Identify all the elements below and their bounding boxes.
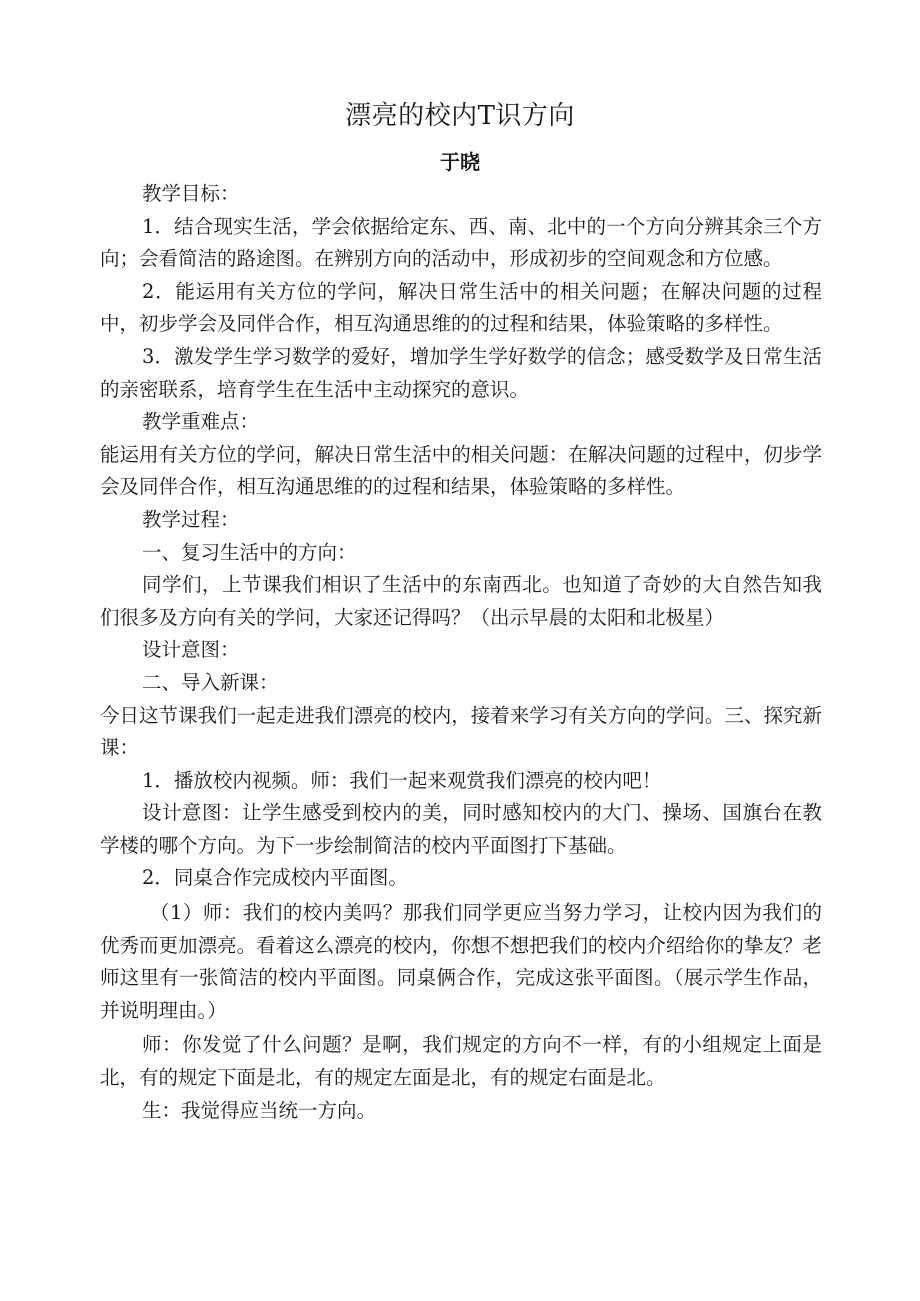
step-1: 1．播放校内视频。师：我们一起来观赏我们漂亮的校内吧！ — [142, 768, 662, 792]
document-author: 于晓 — [440, 150, 480, 174]
design-intent-2: 设计意图：让学生感受到校内的美，同时感知校内的大门、操场、国旗台在教学楼的哪个方向。为下一步绘制简洁的校内平面图打下基础。 — [100, 801, 822, 857]
step-2: 2．同桌合作完成校内平面图。 — [142, 866, 408, 890]
section-review: 一、复习生活中的方向： — [142, 540, 357, 564]
heading-process: 教学过程： — [142, 507, 240, 531]
review-text: 同学们，上节课我们相识了生活中的东南西北。也知道了奇妙的大自然告知我们很多及方向有关的学问，大家还记得吗？（出示早晨的太阳和北极星） — [100, 573, 822, 629]
key-points-text: 能运用有关方位的学问，解决日常生活中的相关问题：在解决问题的过程中，仞步学会及同伴合作，相互沟通思维的的过程和结果，体验策略的多样性。 — [100, 442, 822, 499]
design-intent-1: 设计意图： — [142, 638, 240, 662]
heading-key-points: 教学重难点： — [142, 410, 260, 434]
document-title: 漂亮的校内T识方向 — [345, 101, 575, 131]
objective-3: 3．激发学生学习数学的爱好，增加学生学好数学的信念；感受数学及日常生活的亲密联系，培育学生在生活中主动探究的意识。 — [100, 344, 822, 401]
objective-2: 2．能运用有关方位的学问，解决日常生活中的相关问题；在解决问题的过程中，初步学会及同伴合作，相互沟通思维的的过程和结果，体验策略的多样性。 — [100, 279, 822, 336]
section-intro: 二、导入新课： — [142, 670, 279, 694]
teacher-question: 师：你发觉了什么问题？是啊，我们规定的方向不一样，有的小组规定上面是北，有的规定下面是北，有的规定左面是北，有的规定右面是北。 — [100, 1033, 822, 1090]
intro-text: 今日这节课我们一起走进我们漂亮的校内，接着来学习有关方向的学问。三、探究新课： — [100, 703, 822, 760]
student-answer: 生：我觉得应当统一方向。 — [142, 1098, 377, 1122]
document-body — [100, 178, 822, 1127]
heading-objectives: 教学目标： — [142, 182, 240, 205]
objective-1: 1．结合现实生活，学会依据给定东、西、南、北中的一个方向分辨其余三个方向；会看简洁的路途图。在辨别方向的活动中，形成初步的空间观念和方位感。 — [100, 214, 822, 271]
step-2-1: （1）师：我们的校内美吗？那我们同学更应当努力学习，让校内因为我们的优秀而更加漂亮。看着这么漂亮的校内，你想不想把我们的校内介绍给你的挚友？老师这里有一张简洁的校内平面图。同桌俩合作，完成这张平面图。（展示学生作品，并说明理由。） — [100, 901, 822, 1022]
